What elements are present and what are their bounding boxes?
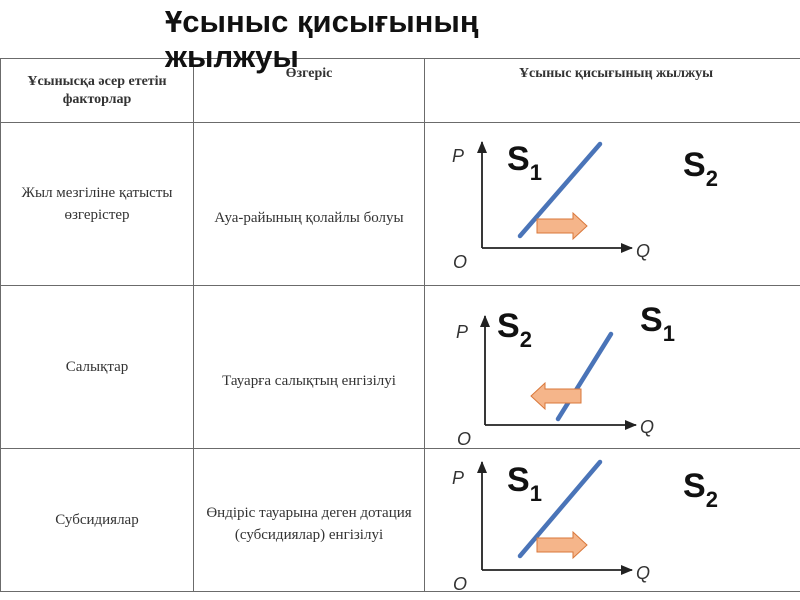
origin-label: O: [457, 429, 472, 449]
header-shift: Ұсыныс қисығының жылжуы: [425, 59, 800, 123]
graph-row-1: [452, 140, 718, 272]
q-axis-label: Q: [640, 417, 655, 437]
shift-left-arrow-icon: [531, 383, 581, 409]
header-change: Өзгеріс: [194, 59, 425, 123]
p-axis-label: P: [452, 468, 465, 488]
page-title: Ұсыныс қисығының жылжуы: [165, 4, 479, 74]
factor-cell: Жыл мезгіліне қатысты өзгерістер: [1, 123, 194, 286]
origin-label: O: [453, 252, 468, 272]
q-axis-label: Q: [636, 241, 651, 261]
shift-right-arrow-icon: [537, 532, 587, 558]
left-curve-label: S1: [507, 461, 542, 506]
right-curve-label: S2: [683, 467, 718, 512]
p-axis-label: P: [456, 322, 469, 342]
factor-cell: Салықтар: [1, 286, 194, 449]
left-curve-label: S2: [497, 307, 532, 352]
q-axis-label: Q: [636, 563, 651, 583]
supply-curve: [558, 334, 611, 419]
p-axis-label: P: [452, 146, 465, 166]
right-curve-label: S2: [683, 146, 718, 191]
right-curve-label: S1: [640, 301, 675, 346]
change-cell: Өндіріс тауарына деген дотация (субсидиялар) енгізілуі: [194, 449, 425, 592]
header-factors: Ұсынысқа әсер ететін факторлар: [1, 59, 194, 123]
origin-label: O: [453, 574, 468, 594]
graph-row-3: [452, 461, 718, 594]
change-cell: Ауа-райының қолайлы болуы: [194, 123, 425, 286]
factor-cell: Субсидиялар: [1, 449, 194, 592]
change-cell: Тауарға салықтың енгізілуі: [194, 286, 425, 449]
left-curve-label: S1: [507, 140, 542, 185]
shift-right-arrow-icon: [537, 213, 587, 239]
graph-row-2: [456, 301, 675, 449]
